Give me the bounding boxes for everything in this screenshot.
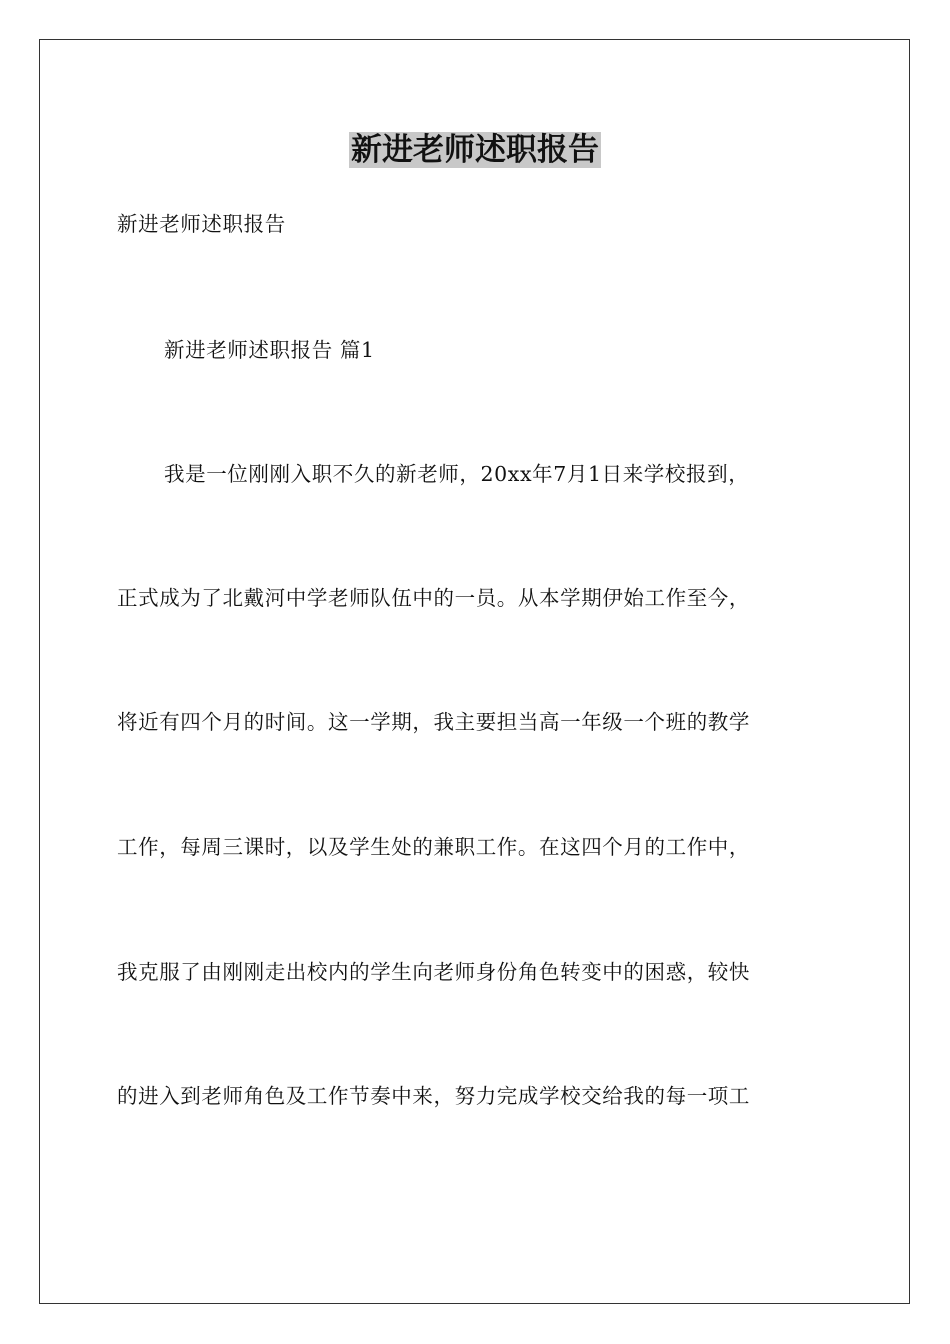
paragraph-line: 的进入到老师角色及工作节奏中来，努力完成学校交给我的每一项工 xyxy=(117,1084,750,1108)
document-title xyxy=(0,128,950,172)
paragraph-line: 工作，每周三课时，以及学生处的兼职工作。在这四个月的工作中， xyxy=(117,835,750,859)
document-title-text: 新进老师述职报告 xyxy=(351,132,599,168)
section-heading: 新进老师述职报告 篇1 xyxy=(164,338,375,362)
paragraph-line: 我克服了由刚刚走出校内的学生向老师身份角色转变中的困惑，较快 xyxy=(117,960,750,984)
paragraph-line: 正式成为了北戴河中学老师队伍中的一员。从本学期伊始工作至今， xyxy=(117,586,750,610)
document-subtitle: 新进老师述职报告 xyxy=(117,212,286,236)
paragraph-line: 我是一位刚刚入职不久的新老师，20xx年7月1日来学校报到， xyxy=(164,462,750,486)
paragraph-line: 将近有四个月的时间。这一学期，我主要担当高一年级一个班的教学 xyxy=(117,710,750,734)
